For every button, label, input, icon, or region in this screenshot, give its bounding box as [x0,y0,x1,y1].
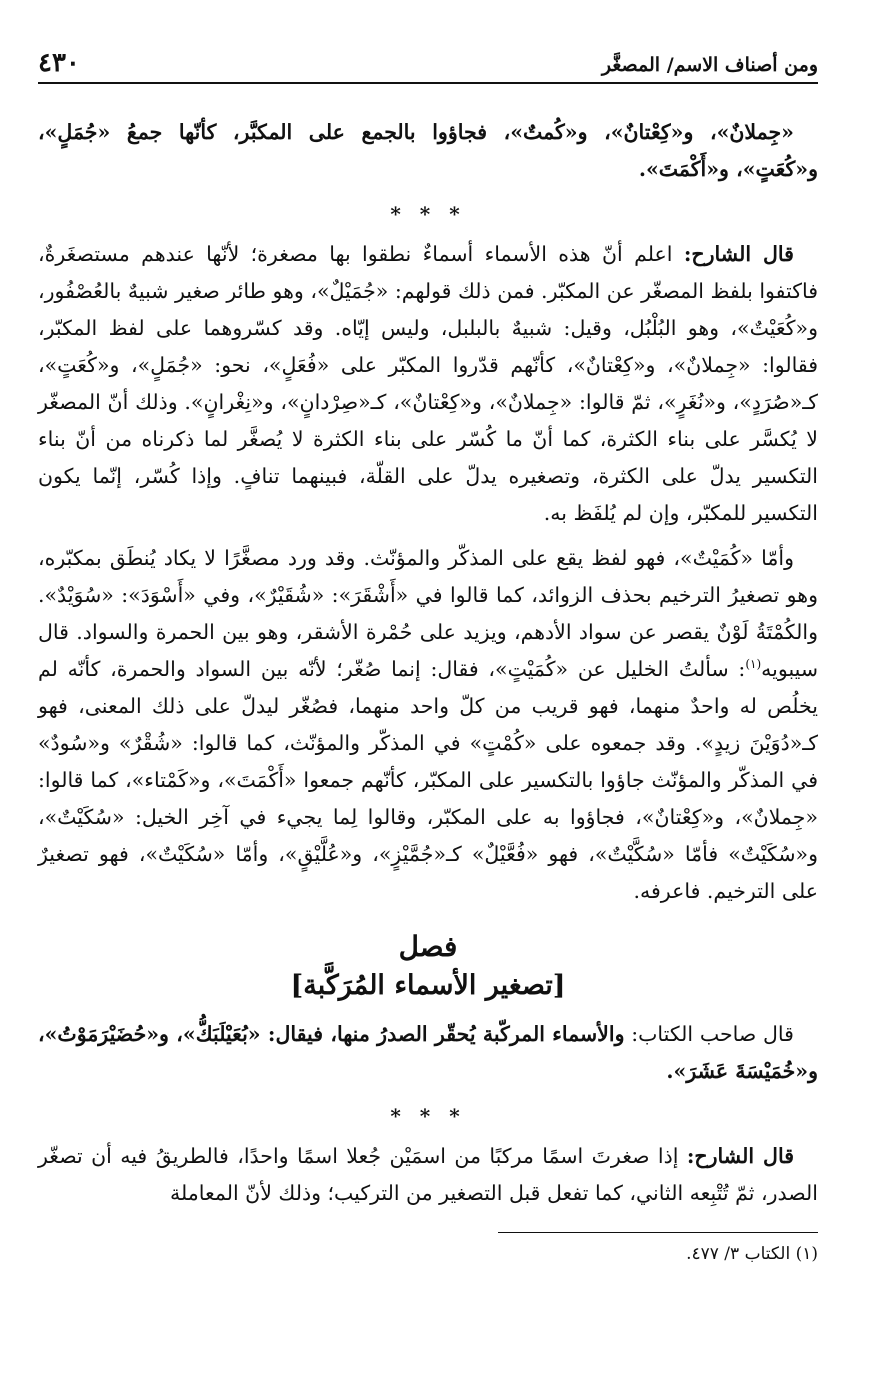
section-heading: فصل [398,930,458,963]
commentator-label-2: قال الشارح: [686,1144,794,1168]
author-intro: قال صاحب الكتاب: [631,1022,794,1046]
page-number: ٤٣٠ [38,48,80,78]
footnote-reference[interactable]: (١) [745,657,762,672]
running-title: ومن أصناف الاسم/ المصغَّر [601,54,818,76]
running-header [38,48,818,84]
book-page [38,48,818,1269]
section-divider-1: * * * [390,202,466,226]
author-text: والأسماء المركّبة يُحقّر الصدرُ منها، فيقال: «بُعَيْلَبَكُّ»، و«حُضَيْرَمَوْتُ»، و«خُمَيْسَةَ عَشَرَ». [38,1022,818,1083]
section-subheading: [تصغير الأسماء المُرَكَّبة] [290,970,566,1001]
commentary-text-1: اعلم أنّ هذه الأسماء أسماءٌ نطقوا بها مصغرة؛ لأنّها عندهم مستصغَرةٌ، فاكتفوا بلفظ المصغّر عن المكبّر. فمن ذلك قولهم: «جُمَيْلٌ»، وهو طائر صغير شبيهٌ بالعُصْفُور، و«كُعَيْتٌ»، وهو البُلْبُل، وقيل: شبيهٌ بالبلبل، وليس إيّاه. وقد كسّروهما على لفظ المكبّر، فقالوا: «جِملانٌ»، و«كِعْتانٌ»، كأنّهم قدّروا المكبّر على «فُعَلٍ»، نحو: «جُمَلٍ»، و«كُعَتٍ»، كـ«صُرَدٍ»، و«نُغَرٍ»، ثمّ قالوا: «جِملانٌ»، و«كِعْتانٌ»، كـ«صِرْدانٍ»، و«نِغْرانٍ». وذلك أنّ المصغّر لا يُكسَّر على بناء الكثرة، كما أنّ ما كُسّر على بناء الكثرة لا يُصغَّر لما ذكرناه من أنّ بناء التكسير يدلّ على الكثرة، وتصغيره يدلّ على القلّة، فبينهما تنافٍ. وإذا كُسّر، إنّما يكون التكسير للمكبّر، وإن لم يُلفَظ به. [38,242,818,525]
commentary-paragraph-1 [38,236,818,532]
commentary-paragraph-2 [38,540,818,910]
commentary-text-2a: وأمّا «كُمَيْتٌ»، فهو لفظ يقع على المذكّر والمؤنّث. وقد ورد مصغَّرًا لا يكاد يُنطَق بمكبّره، وهو تصغيرُ الترخيم بحذف الزوائد، كما قالوا في «أَشْقَرَ»: «شُقَيْرٌ»، وفي «أَسْوَدَ»: «سُوَيْدٌ». والكُمْتَةُ لَوْنٌ يقصر عن سواد الأدهم، ويزيد على حُمْرة الأشقر، وهو بين الحمرة والسواد. قال سيبويه [38,546,818,681]
book-text-block-1: «جِملانٌ»، و«كِعْتانٌ»، و«كُمتٌ»، فجاؤوا بالجمع على المكبَّر، كأنّها جمعُ «جُمَلٍ»، و«كُعَتٍ»، و«أَكْمَتَ». [38,120,818,181]
footnote-separator [498,1232,818,1233]
commentary-text-2b: : سألتُ الخليل عن «كُمَيْتٍ»، فقال: إنما صُغّر؛ لأنّه بين السواد والحمرة، كأنّه لم يخلُص له واحدٌ منهما، فهو قريب من كلّ واحد منهما، فصُغّر ليدلّ على ذلك المعنى، فهو كـ«دُوَيْنَ زيدٍ». وقد جمعوه على «كُمْتٍ» في المذكّر والمؤنّث، كما قالوا: «شُقْرٌ» و«سُودٌ» في المذكّر والمؤنّث جاؤوا بالتكسير على المكبّر، كأنّهم جمعوا «أَكْمَتَ»، و«كَمْتاء»، كما قالوا: «جِملانٌ»، و«كِعْتانٌ»، فجاؤوا به على المكبّر، وقالوا لِما يجيء في آخِر الخيل: «سُكَيْتٌ»، و«سُكَيْتٌ» فأمّا «سُكَّيْتٌ»، فهو «فُعَّيْلٌ» كـ«جُمَّيْزٍ»، و«عُلَّيْقٍ»، وأمّا «سُكَيْتٌ»، فهو تصغيرٌ على الترخيم. فاعرفه. [38,657,818,903]
commentary-paragraph-3 [38,1138,818,1212]
commentator-label: قال الشارح: [683,242,794,266]
book-text-block-2 [38,1016,818,1090]
commentary-text-3: إذا صغرتَ اسمًا مركبًا من اسمَيْن جُعلا اسمًا واحدًا، فالطريقُ فيه أن تصغّر الصدر، ثمّ تُتْبِعه الثاني، كما تفعل قبل التصغير من التركيب؛ وذلك لأنّ المعاملة [38,1144,818,1205]
section-divider-2: * * * [390,1104,466,1128]
footnote: (١) الكتاب ٣/ ٤٧٧. [686,1244,818,1264]
